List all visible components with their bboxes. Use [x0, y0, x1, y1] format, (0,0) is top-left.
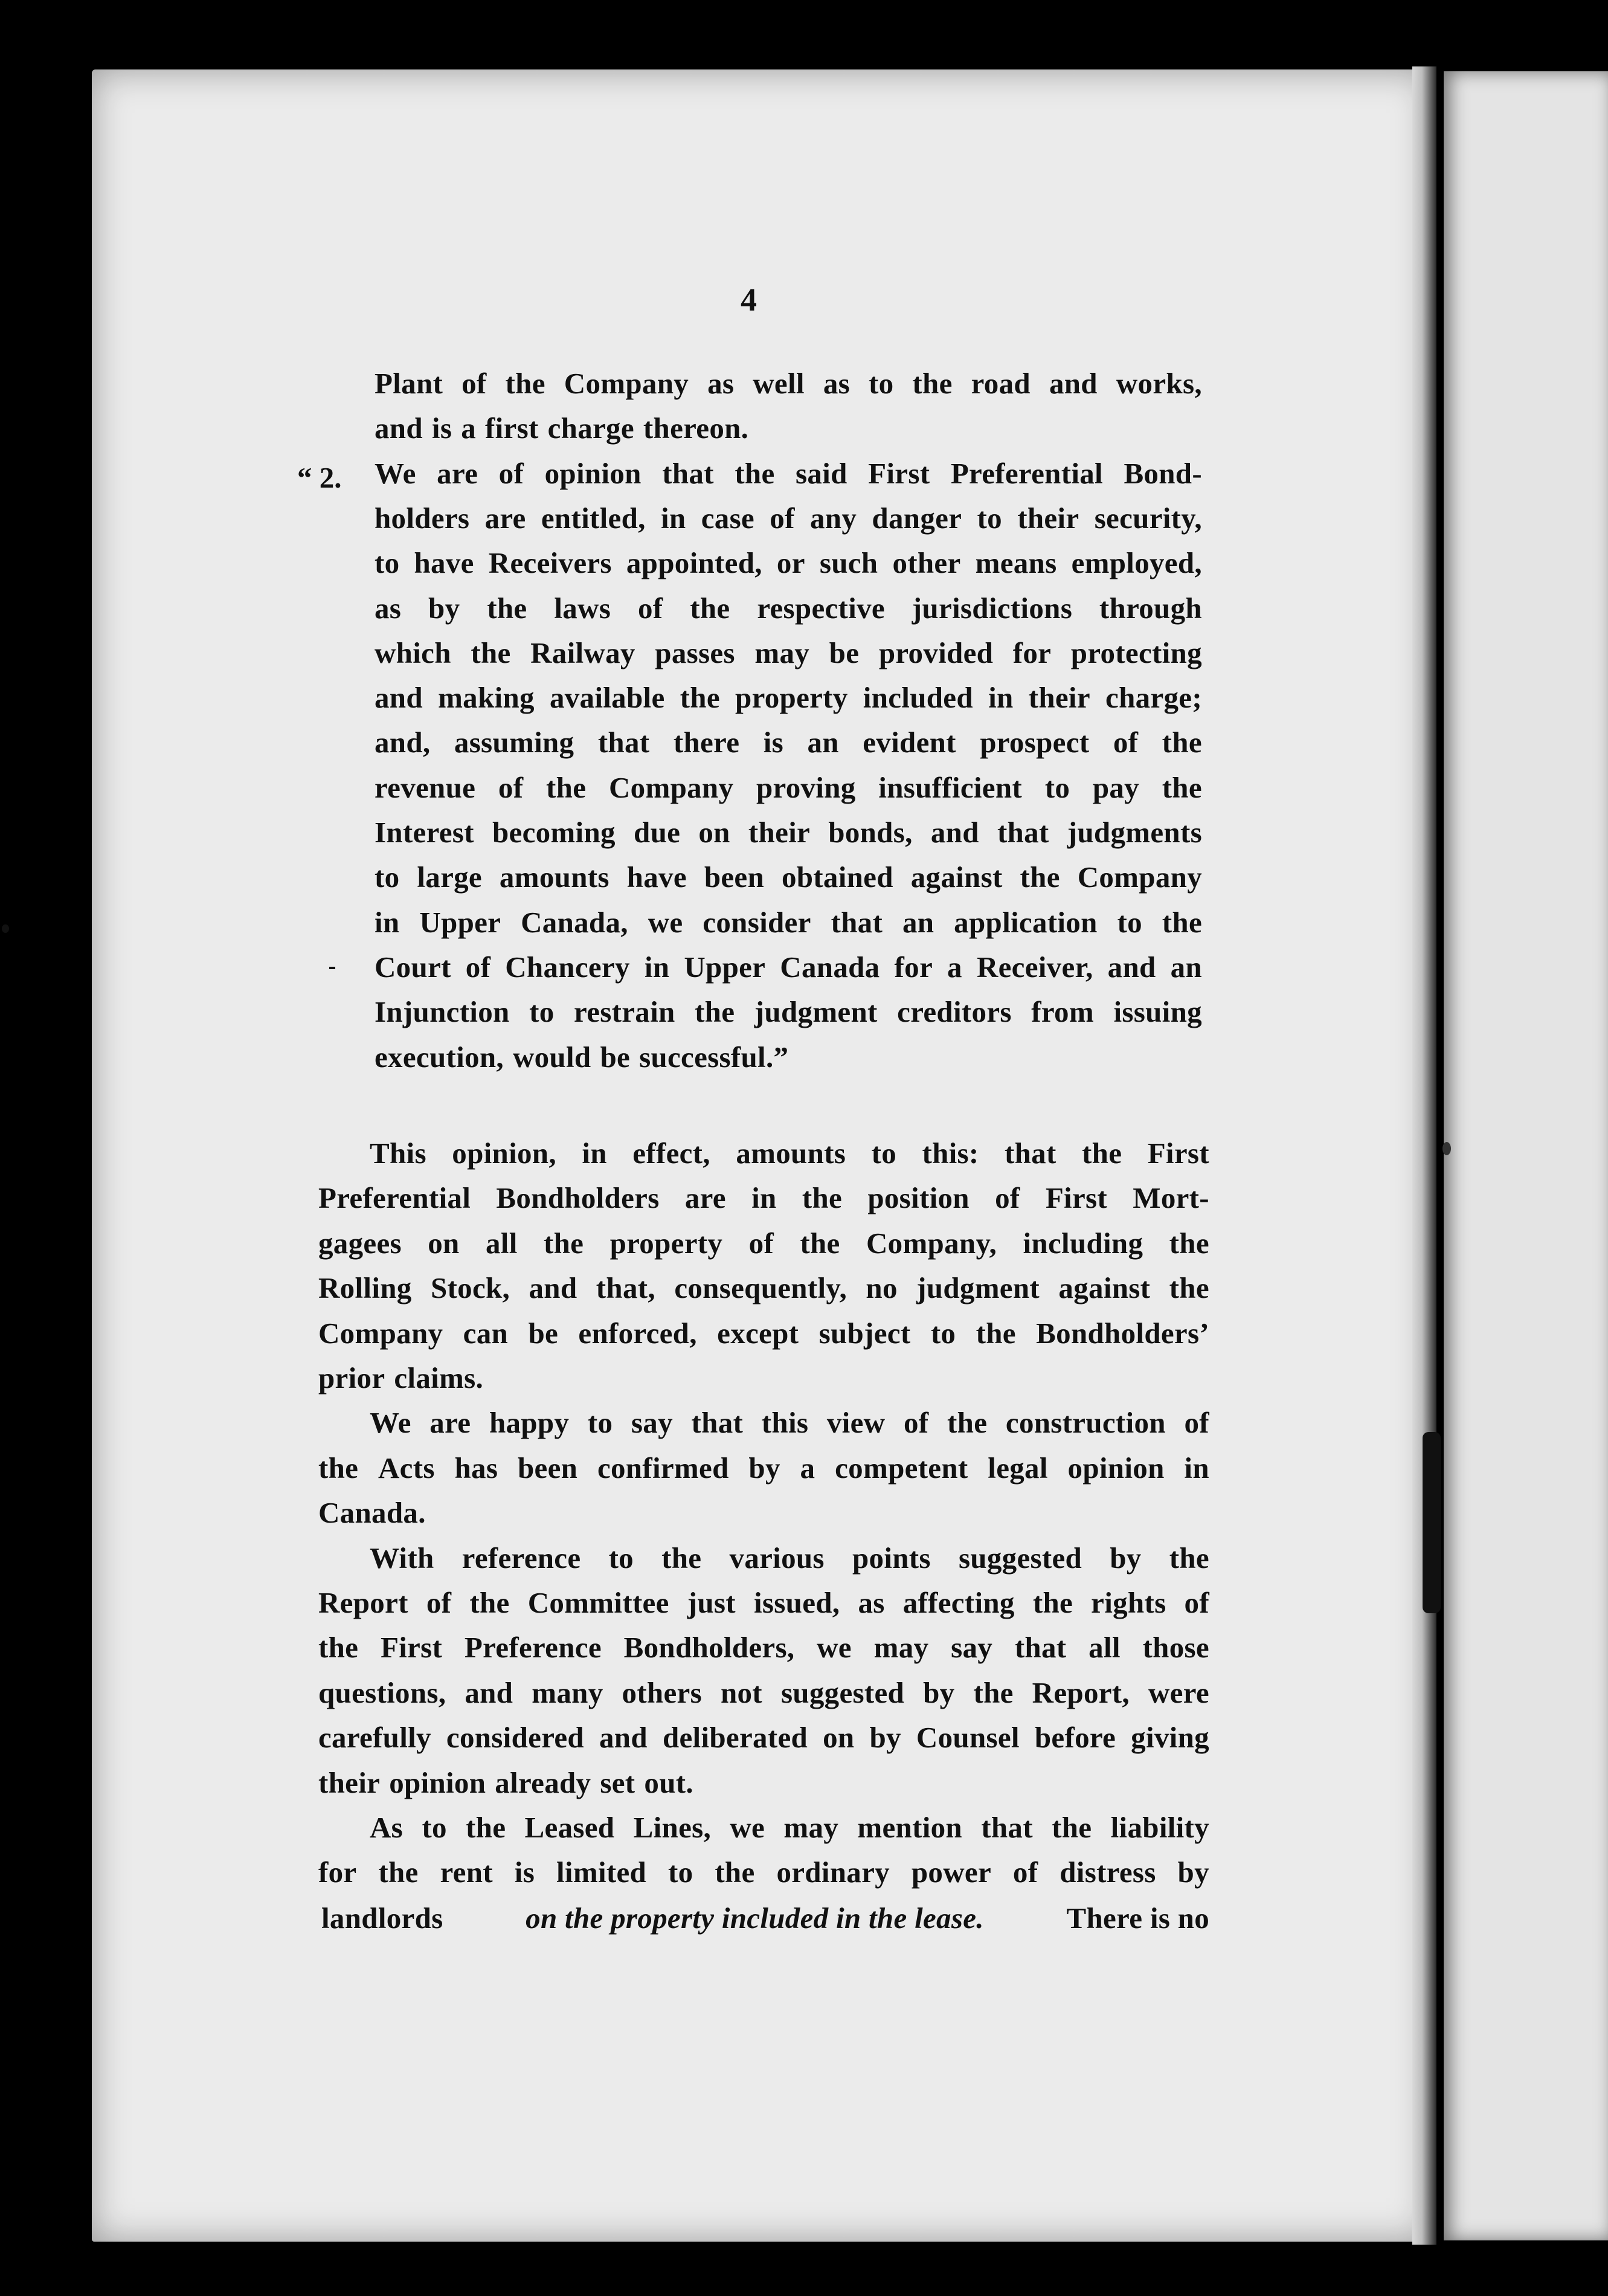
- scan-speck: [1442, 1142, 1451, 1155]
- page-number: 4: [741, 282, 757, 318]
- text-line: to large amounts have been obtained against the Company: [375, 860, 1202, 894]
- text-line: Canada.: [318, 1496, 426, 1530]
- text-line: We are of opinion that the said First Preferential Bond-: [375, 456, 1202, 490]
- text-line: execution, would be successful.”: [375, 1040, 789, 1074]
- final-line-italic: on the property included in the lease.: [526, 1901, 984, 1935]
- text-line: and, assuming that there is an evident prospect of the: [375, 726, 1202, 759]
- text-line: We are happy to say that this view of the construction of: [370, 1406, 1209, 1440]
- scan-speck: [329, 967, 335, 969]
- scan-speck: [2, 924, 9, 933]
- text-line: Preferential Bondholders are in the position of First Mort-: [318, 1181, 1209, 1215]
- text-line: Plant of the Company as well as to the road and works,: [375, 367, 1202, 400]
- text-line: in Upper Canada, we consider that an application to the: [375, 905, 1202, 939]
- page-binding-shadow: [1412, 66, 1436, 2245]
- text-line: their opinion already set out.: [318, 1766, 693, 1799]
- text-line: questions, and many others not suggested by the Report, were: [318, 1675, 1209, 1709]
- text-line: the Acts has been confirmed by a competent legal opinion in: [318, 1451, 1209, 1485]
- text-line: carefully considered and deliberated on by Counsel before giving: [318, 1721, 1209, 1755]
- text-line: This opinion, in effect, amounts to this: that the First: [370, 1137, 1209, 1170]
- text-line: the First Preference Bondholders, we may say that all those: [318, 1631, 1209, 1665]
- text-line: gagees on all the property of the Company, including the: [318, 1226, 1209, 1260]
- text-line: holders are entitled, in case of any danger to their security,: [375, 501, 1202, 535]
- text-line: Interest becoming due on their bonds, and that judgments: [375, 816, 1202, 849]
- text-line: Report of the Committee just issued, as affecting the rights of: [318, 1586, 1209, 1619]
- text-line: prior claims.: [318, 1361, 484, 1395]
- text-line: As to the Leased Lines, we may mention that the liability: [370, 1811, 1209, 1844]
- text-line: as by the laws of the respective jurisdictions through: [375, 591, 1202, 625]
- binding-shadow-mark: [1423, 1432, 1441, 1613]
- text-line: Court of Chancery in Upper Canada for a Receiver, and an: [375, 950, 1202, 984]
- text-line: for the rent is limited to the ordinary power of distress by: [318, 1856, 1209, 1889]
- adjacent-page-edge: [1444, 71, 1608, 2240]
- paragraph-final-line: [321, 1896, 1209, 1941]
- text-line: Injunction to restrain the judgment creditors from issuing: [375, 995, 1202, 1029]
- text-line: and is a first charge thereon.: [375, 411, 749, 445]
- final-line-end: There is no: [1066, 1901, 1209, 1935]
- quote-item-marker: “ 2.: [297, 461, 342, 494]
- text-line: Company can be enforced, except subject to the Bondholders’: [318, 1316, 1209, 1350]
- text-line: and making available the property included in their charge;: [375, 681, 1202, 715]
- final-line-start: landlords: [321, 1901, 443, 1935]
- text-line: which the Railway passes may be provided for protecting: [375, 636, 1202, 669]
- text-line: to have Receivers appointed, or such other means employed,: [375, 546, 1202, 580]
- text-line: revenue of the Company proving insufficient to pay the: [375, 770, 1202, 804]
- text-line: Rolling Stock, and that, consequently, no judgment against the: [318, 1271, 1209, 1305]
- text-line: With reference to the various points suggested by the: [370, 1541, 1209, 1575]
